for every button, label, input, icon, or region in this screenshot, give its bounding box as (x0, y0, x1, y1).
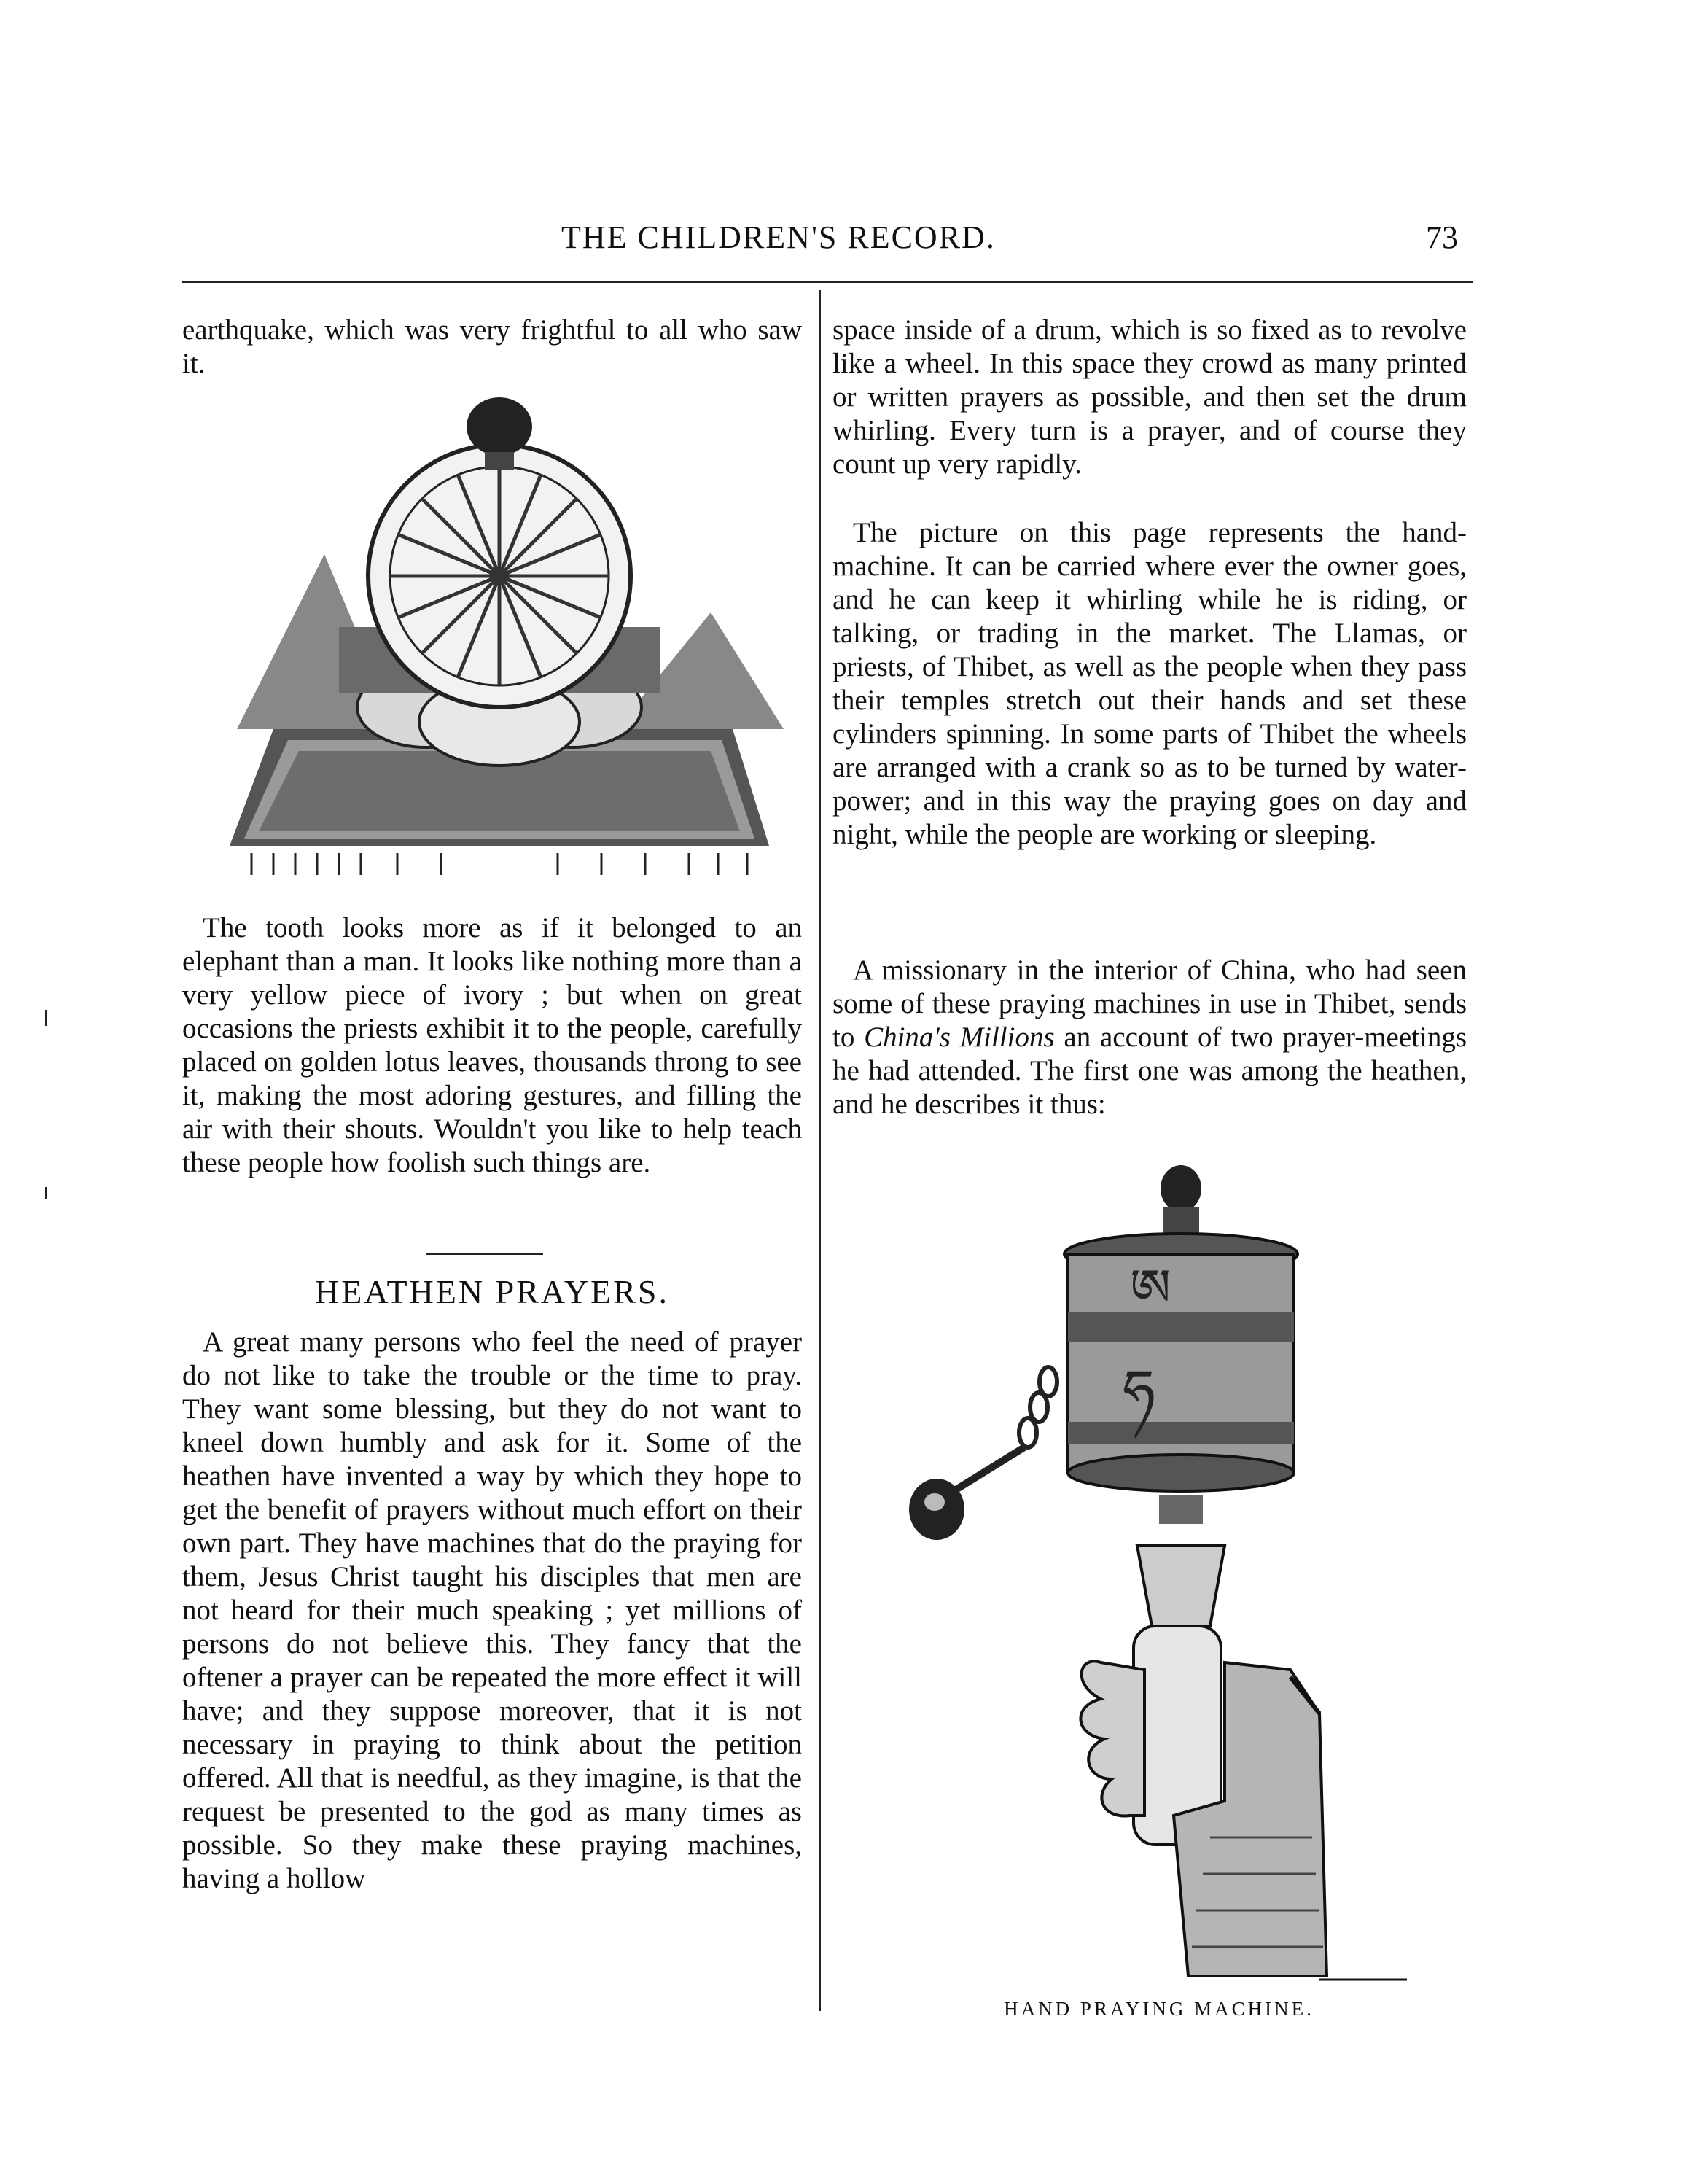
drum-paragraph: space inside of a drum, which is so fixed as to revolve like a wheel. In this space they crowd as many printed or written prayers as possible, and then set the drum whirling. Every turn is a prayer, and of course they count up very rapidly. (832, 314, 1467, 480)
header-rule (182, 281, 1473, 283)
margin-mark (45, 1010, 47, 1026)
missionary-paragraph (832, 954, 1467, 1121)
missionary-text-before: A missionary in the interior of China, who had seen some of these praying machines in use in Thibet, sends to (832, 954, 1467, 1053)
missionary-text-after: an account of two prayer-meetings he had attended. The first one was among the heathen, and he describes it thus: (832, 1022, 1467, 1120)
intro-paragraph: earthquake, which was very frightful to all who saw it. (182, 314, 802, 379)
picture-paragraph: The picture on this page represents the hand-machine. It can be carried where ever the owner goes, and he can keep it whirling while he is riding, or talking, or trading in the market. The Llamas, or priests, of Thibet, as well as the people when they pass their temples stretch out their hands and set these cylinders spinning. In some parts of Thibet the wheels are arranged with a crank so as to be turned by water-power; and in this way the praying goes on day and night, while the people are working or sleeping. (832, 517, 1467, 850)
journal-title: China's Millions (864, 1022, 1055, 1053)
running-head (182, 219, 1458, 262)
tooth-paragraph: The tooth looks more as if it belonged to an elephant than a man. It looks like nothing more than a very yellow piece of ivory ; but when on great occasions the priests exhibit it to the people, carefully placed on golden lotus leaves, thousands throng to see it, making the most adoring gestures, and filling the air with their shouts. Wouldn't you like to help teach these people how foolish such things are. (182, 912, 802, 1178)
figure-caption: HAND PRAYING MACHINE. (1004, 1998, 1314, 2020)
running-title: THE CHILDREN'S RECORD. (561, 219, 996, 255)
tooth-relic-illustration (208, 394, 791, 890)
prayers-paragraph: A great many persons who feel the need of prayer do not like to take the trouble or the time to pray. They want some blessing, but they do not want to kneel down humbly and ask for it. Some of the heathen have invented a way by which they hope to get the benefit of prayers without much effort on their own part. They have machines that do the praying for them, Jesus Christ taught his disciples that men are not heard for their much speaking ; yet millions of persons do not believe this. They fancy that the oftener a prayer can be repeated the more effect it will have; and they suppose moreover, that it is not necessary in praying to think about the petition offered. All that is needful, as they imagine, is that the request be presented to the god as many times as possible. So they make these praying machines, having a hollow (182, 1326, 802, 1894)
margin-mark (45, 1187, 47, 1199)
svg-text:ཧ: ཧ (1123, 1357, 1155, 1425)
page-number: 73 (1426, 219, 1458, 255)
section-heading: HEATHEN PRAYERS. (315, 1273, 669, 1310)
hand-praying-machine-illustration (882, 1159, 1436, 1991)
section-divider (426, 1253, 543, 1255)
svg-text:ཨ: ཨ (1130, 1258, 1171, 1318)
column-divider (819, 290, 821, 2011)
